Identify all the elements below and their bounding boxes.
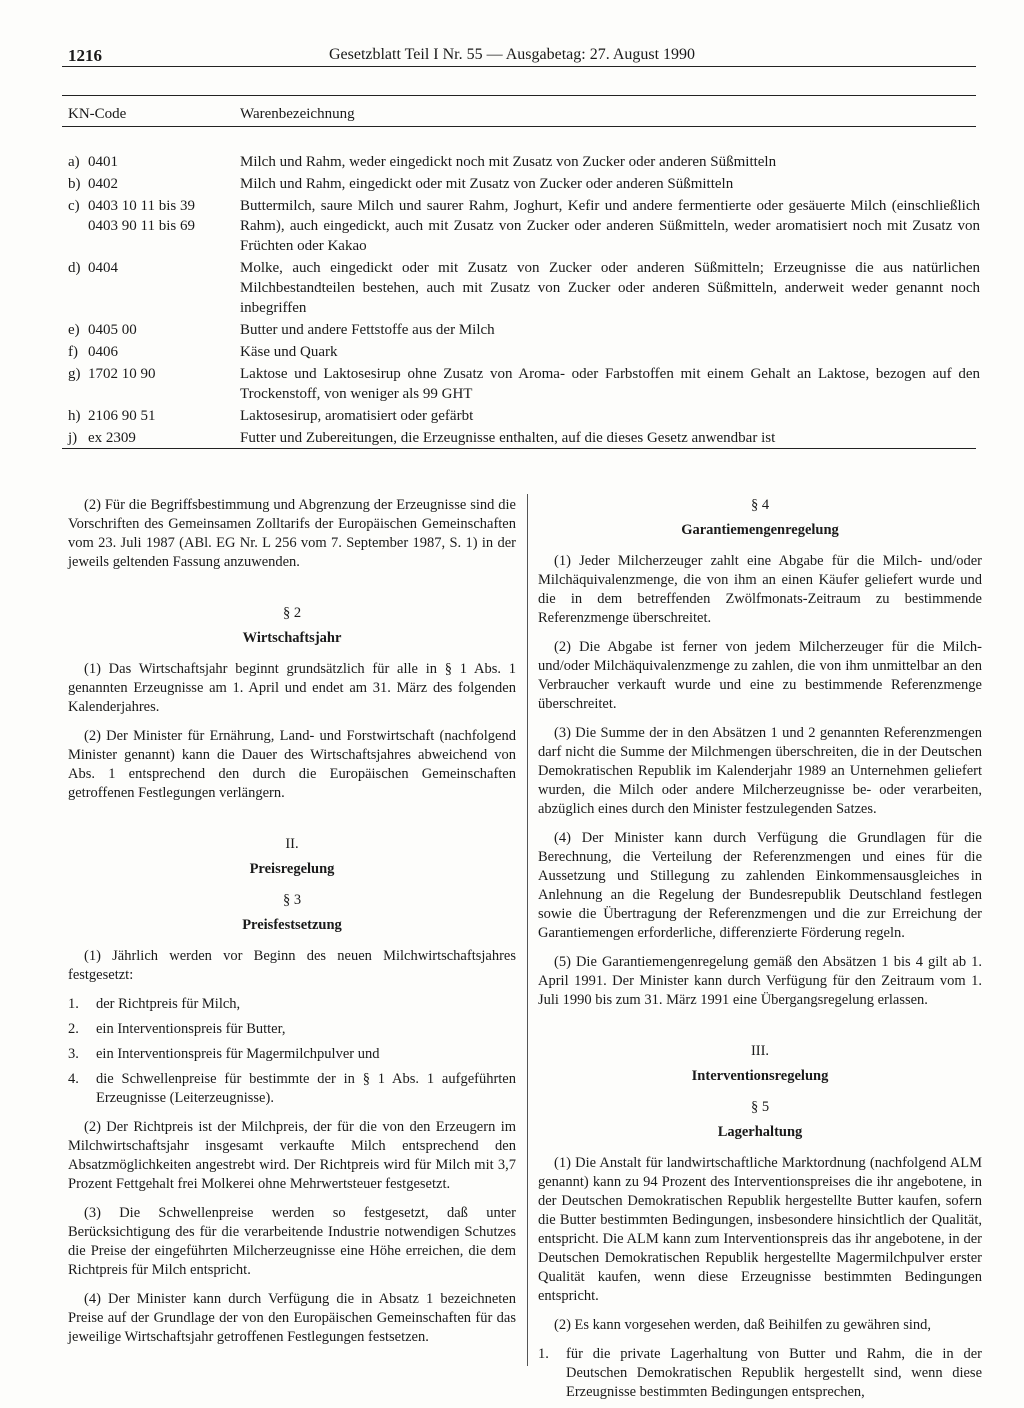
- table-header-rule: [62, 126, 976, 127]
- goods-description: Laktose und Laktosesirup ohne Zusatz von Aroma- oder Farbstoffen mit einem Gehalt an Laktose, bezogen auf den Trockenstoff, von weniger als 99 GHT: [240, 366, 980, 402]
- list-number: 1.: [68, 996, 79, 1012]
- table-row: [68, 174, 980, 194]
- paragraph: (4) Der Minister kann durch Verfügung die in Absatz 1 bezeichneten Preise auf der Grundlage der von den Europäischen Gemeinschaften für das jeweilige Wirtschaftsjahr getroffenen Festlegungen festsetzen.: [68, 1291, 516, 1345]
- paragraph: (2) Der Minister für Ernährung, Land- und Forstwirtschaft (nachfolgend Minister genannt) kann die Dauer des Wirtschaftsjahres abweichend von Abs. 1 entsprechend den durch die Europäischen Gemeinschaften getroffenen Festlegungen verlängern.: [68, 728, 516, 801]
- table-row: [68, 258, 980, 318]
- table-row: [68, 364, 980, 404]
- list-text: für die private Lagerhaltung von Butter und Rahm, die in der Deutschen Demokratischen Republik hergestellt sind, wenn diese Erzeugnisse bestimmten Bedingungen entsprechen,: [566, 1346, 982, 1400]
- list-text: ein Interventionspreis für Butter,: [96, 1021, 286, 1037]
- kn-code: 0403 10 11 bis 39 0403 90 11 bis 69: [88, 198, 195, 234]
- row-label: d): [68, 260, 81, 276]
- section-title: Lagerhaltung: [717, 1124, 803, 1140]
- goods-description: Buttermilch, saure Milch und saurer Rahm, Joghurt, Kefir und andere fermentierte oder gesäuerte Milch (einschließlich Rahm), auch eingedickt, auch mit Zusatz von Zucker oder anderen Süßmitteln, weder aromatisiert noch mit Zusatz von Früchten oder Kakao: [240, 198, 980, 254]
- paragraph: (1) Jährlich werden vor Beginn des neuen Milchwirtschaftsjahres festgesetzt:: [68, 948, 516, 983]
- kn-code: 2106 90 51: [88, 408, 156, 424]
- table-row: [68, 196, 980, 256]
- list-number: 3.: [68, 1046, 79, 1062]
- goods-description: Milch und Rahm, weder eingedickt noch mit Zusatz von Zucker oder anderen Süßmitteln: [240, 154, 777, 170]
- section-title: Preisfestsetzung: [242, 917, 342, 933]
- paragraph: (2) Es kann vorgesehen werden, daß Beihilfen zu gewähren sind,: [554, 1317, 932, 1333]
- list-text: der Richtpreis für Milch,: [96, 996, 241, 1012]
- kn-code-table: [68, 152, 980, 450]
- table-row: [68, 152, 980, 172]
- goods-description: Laktosesirup, aromatisiert oder gefärbt: [240, 408, 474, 424]
- row-label: c): [68, 198, 80, 214]
- goods-description: Futter und Zubereitungen, die Erzeugnisse enthalten, auf die dieses Gesetz anwendbar ist: [240, 430, 776, 446]
- paragraph: (5) Die Garantiemengenregelung gemäß den Absätzen 1 bis 4 gilt ab 1. April 1991. Der Minister kann durch Verfügung für den Zeitraum vom 1. Juli 1990 bis zum 31. März 1991 eine Übergangsregelung erlassen.: [538, 954, 982, 1008]
- kn-code: 0404: [88, 260, 118, 276]
- table-row: [68, 406, 980, 426]
- row-label: a): [68, 154, 80, 170]
- section-number: § 4: [750, 497, 770, 513]
- kn-code: ex 2309: [88, 430, 136, 446]
- part-title: Preisregelung: [249, 861, 335, 877]
- part-number: II.: [285, 836, 299, 852]
- list-number: 4.: [68, 1071, 79, 1087]
- list-number: 2.: [68, 1021, 79, 1037]
- section-number: § 5: [750, 1099, 770, 1115]
- list-item: [68, 1070, 516, 1108]
- section-number: § 3: [282, 892, 302, 908]
- kn-code: 0406: [88, 344, 118, 360]
- table-row: [68, 428, 980, 448]
- part-number: III.: [750, 1043, 770, 1059]
- row-label: g): [68, 366, 81, 382]
- gazette-header: Gesetzblatt Teil I Nr. 55 — Ausgabetag: 27. August 1990: [328, 46, 696, 63]
- row-label: h): [68, 408, 81, 424]
- row-label: b): [68, 176, 81, 192]
- goods-description: Käse und Quark: [240, 344, 338, 360]
- table-top-rule: [62, 95, 976, 96]
- column-divider: [527, 494, 528, 1366]
- list-item: [68, 1020, 516, 1039]
- table-bottom-rule: [62, 448, 976, 449]
- row-label: e): [68, 322, 80, 338]
- goods-description: Molke, auch eingedickt oder mit Zusatz von Zucker oder anderen Süßmitteln; Erzeugnisse die aus natürlichen Milchbestandteilen bestehen, auch mit Zusatz von Zucker oder anderen Süßmitteln, anderweit weder genannt noch inbegriffen: [240, 260, 980, 316]
- paragraph: (2) Der Richtpreis ist der Milchpreis, der für die von den Erzeugern im Milchwirtschaftsjahr insgesamt verkaufte Milch entsprechend den Absatzmöglichkeiten angestrebt wird. Der Richtpreis wird für Milch mit 3,7 Prozent Fettgehalt frei Molkerei ohne Mehrwertsteuer festgesetzt.: [68, 1119, 516, 1192]
- list-text: die Schwellenpreise für bestimmte der in § 1 Abs. 1 aufgeführten Erzeugnisse (Leiterzeugnisse).: [96, 1071, 516, 1106]
- kn-code: 0405 00: [88, 322, 137, 338]
- column-header-kn-code: KN-Code: [68, 106, 127, 122]
- paragraph: (1) Die Anstalt für landwirtschaftliche Marktordnung (nachfolgend ALM genannt) kann zu 94 Prozent des Interventionspreises die ihr angebotene, in der Deutschen Demokratischen Republik hergestellte Butter kaufen, sofern die Butter bestimmten Bedingungen, insbesondere hinsichtlich der Qualität, entspricht. Die ALM kann zum Interventionspreis das ihr angebotene, in der Deutschen Demokratischen Republik hergestellte Magermilchpulver erster Qualität kaufen, wenn diese Erzeugnisse bestimmten Bedingungen entspricht.: [538, 1155, 982, 1304]
- section-title: Wirtschaftsjahr: [242, 630, 342, 646]
- list-item: [68, 995, 516, 1014]
- part-title: Interventionsregelung: [691, 1068, 829, 1084]
- kn-code: 0401: [88, 154, 118, 170]
- list-item: [538, 1345, 982, 1402]
- paragraph: (3) Die Summe der in den Absätzen 1 und 2 genannten Referenzmengen darf nicht die Summe der Milchmengen überschreiten, die in der Deutschen Demokratischen Republik im Kalenderjahr 1989 an Unternehmen geliefert wurden, die Milch oder andere Milcherzeugnisse be- oder verarbeiten, abzüglich eines durch den Minister festzulegenden Satzes.: [538, 725, 982, 817]
- section-number: § 2: [282, 605, 302, 621]
- header-rule: [62, 66, 976, 67]
- goods-description: Milch und Rahm, eingedickt oder mit Zusatz von Zucker oder anderen Süßmitteln: [240, 176, 734, 192]
- goods-description: Butter und andere Fettstoffe aus der Milch: [240, 322, 495, 338]
- left-column: [68, 496, 516, 1357]
- paragraph: (3) Die Schwellenpreise werden so festgesetzt, daß unter Berücksichtigung des für die verarbeitende Industrie notwendigen Schutzes die Preise der eingeführten Milcherzeugnisse eine Höhe erreichen, die dem Richtpreis für Milch entspricht.: [68, 1205, 516, 1278]
- paragraph: (1) Jeder Milcherzeuger zahlt eine Abgabe für die Milch- und/oder Milchäquivalenzmenge, die von ihm an einen Käufer geliefert wurde und die in dem betreffenden Zwölfmonats-Zeitraum zu bestimmende Referenzmenge überschreitet.: [538, 553, 982, 626]
- right-column: [538, 496, 982, 1408]
- section-title: Garantiemengenregelung: [681, 522, 839, 538]
- kn-code: 1702 10 90: [88, 366, 156, 382]
- list-number: 1.: [538, 1346, 549, 1362]
- column-header-description: Warenbezeichnung: [240, 106, 355, 122]
- list-text: ein Interventionspreis für Magermilchpulver und: [96, 1046, 380, 1062]
- kn-code: 0402: [88, 176, 118, 192]
- paragraph: (1) Das Wirtschaftsjahr beginnt grundsätzlich für alle in § 1 Abs. 1 genannten Erzeugnisse am 1. April und endet am 31. März des folgenden Kalenderjahres.: [68, 661, 516, 715]
- table-row: [68, 342, 980, 362]
- paragraph: (2) Die Abgabe ist ferner von jedem Milcherzeuger für die Milch- und/oder Milchäquivalenzmenge zu zahlen, die von ihm unmittelbar an den Verbraucher verkauft wurde und eine zu bestimmende Referenzmenge überschreitet.: [538, 639, 982, 712]
- page-number: 1216: [68, 46, 102, 65]
- row-label: j): [68, 430, 78, 446]
- row-label: f): [68, 344, 78, 360]
- table-row: [68, 320, 980, 340]
- paragraph: (2) Für die Begriffsbestimmung und Abgrenzung der Erzeugnisse sind die Vorschriften des Gemeinsamen Zolltarifs der Europäischen Gemeinschaften vom 23. Juli 1987 (ABl. EG Nr. L 256 vom 7. September 1987, S. 1) in der jeweils geltenden Fassung anzuwenden.: [68, 497, 516, 570]
- list-item: [68, 1045, 516, 1064]
- paragraph: (4) Der Minister kann durch Verfügung die Grundlagen für die Berechnung, die Verteilung der Referenzmengen und eines für die Aussetzung und Stillegung zu zahlenden Einkommensausgleiches in Anlehnung an die Regelung der Bundesrepublik Deutschland festlegen sowie die Übertragung der Referenzmengen und die zur Erreichung der Garantiemengen erforderliche, differenzierte Förderung regeln.: [538, 830, 982, 941]
